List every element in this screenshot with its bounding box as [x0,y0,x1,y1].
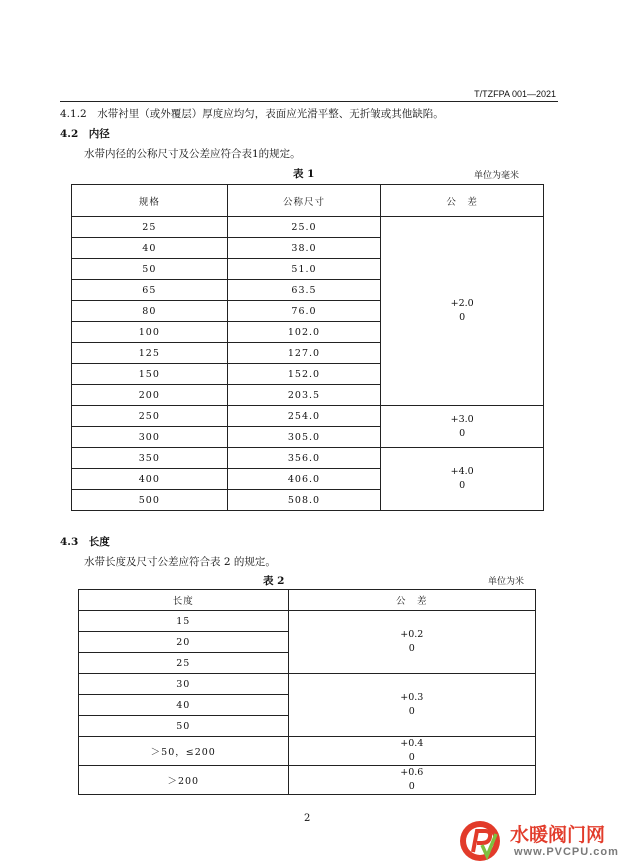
table-cell: 102.0 [227,322,381,343]
table-cell: 500 [72,490,228,511]
tolerance-upper: +0.2 [400,629,424,640]
tolerance-upper: +0.6 [400,767,424,778]
table-cell: 50 [72,259,228,280]
table-cell: 127.0 [227,343,381,364]
tolerance-lower: 0 [459,312,466,323]
table-cell: ＞50，≤200 [79,737,289,766]
table-cell: 300 [72,427,228,448]
table-cell: 30 [79,674,289,695]
page-number: 2 [304,813,311,824]
table2-header-tolerance: 公 差 [288,590,535,611]
table-cell: 80 [72,301,228,322]
table-cell: 508.0 [227,490,381,511]
table-cell: 125 [72,343,228,364]
table2-header-length: 长度 [79,590,289,611]
table-cell: 254.0 [227,406,381,427]
table1-tolerance-group-3 [381,448,544,511]
table-cell: 15 [79,611,289,632]
table-cell: 38.0 [227,238,381,259]
table-cell: 63.5 [227,280,381,301]
table-cell: 25.0 [227,217,381,238]
table-cell: 200 [72,385,228,406]
tolerance-upper: +3.0 [450,413,474,425]
table-cell: 51.0 [227,259,381,280]
table-cell: 152.0 [227,364,381,385]
table2-tolerance-group-3 [288,737,535,766]
table-cell: 350 [72,448,228,469]
table-cell: 40 [72,238,228,259]
watermark-name: 水暖阀门网 [510,824,606,846]
table-cell: 150 [72,364,228,385]
watermark-logo [454,816,628,867]
table1-header-spec: 规格 [72,185,228,217]
table1-tolerance-group-1 [381,217,544,406]
table-cell: 203.5 [227,385,381,406]
table1 [71,184,544,511]
tolerance-lower: 0 [408,643,415,654]
table2-tolerance-group-4 [288,766,535,795]
table-cell: 25 [79,653,289,674]
tolerance-lower: 0 [408,706,415,717]
table2-tolerance-group-1 [288,611,535,674]
table-cell: 406.0 [227,469,381,490]
standard-number: T/TZFPA 001—2021 [474,89,556,99]
table-cell: 400 [72,469,228,490]
pv-logo-icon [458,818,504,864]
tolerance-lower: 0 [459,427,466,439]
table-cell: 76.0 [227,301,381,322]
table2-tolerance-group-2 [288,674,535,737]
table-cell: 356.0 [227,448,381,469]
clause-4-1-2: 4.1.2 水带衬里（或外覆层）厚度应均匀，表面应光滑平整、无折皱或其他缺陷。 [60,108,444,120]
table-cell: 305.0 [227,427,381,448]
table-cell: 25 [72,217,228,238]
table1-caption: 表 1 [293,168,315,180]
table-cell: 100 [72,322,228,343]
table-cell: 250 [72,406,228,427]
table2 [78,589,536,795]
tolerance-lower: 0 [459,480,466,491]
table2-caption: 表 2 [263,575,285,587]
table2-unit: 单位为米 [488,577,525,587]
tolerance-upper: +0.4 [400,738,424,749]
tolerance-upper: +0.3 [400,692,424,703]
table1-tolerance-group-2 [381,406,544,448]
section-4-2-intro: 水带内径的公称尺寸及公差应符合表1的规定。 [84,148,301,160]
watermark-url: www.PVCPU.com [514,846,619,858]
table-cell: 40 [79,695,289,716]
table1-header-tolerance: 公 差 [381,185,544,217]
table-cell: 65 [72,280,228,301]
tolerance-upper: +2.0 [450,298,474,309]
table1-header-nominal: 公称尺寸 [227,185,381,217]
tolerance-lower: 0 [408,752,415,763]
table-cell: ＞200 [79,766,289,795]
table-cell: 50 [79,716,289,737]
table-cell: 20 [79,632,289,653]
table1-unit: 单位为毫米 [474,171,520,181]
section-4-3-heading: 4.3 长度 [60,536,110,548]
section-4-2-heading: 4.2 内径 [60,128,110,140]
tolerance-lower: 0 [408,781,415,792]
tolerance-upper: +4.0 [450,466,474,477]
header-rule [60,101,558,102]
section-4-3-intro: 水带长度及尺寸公差应符合表 2 的规定。 [84,556,276,568]
